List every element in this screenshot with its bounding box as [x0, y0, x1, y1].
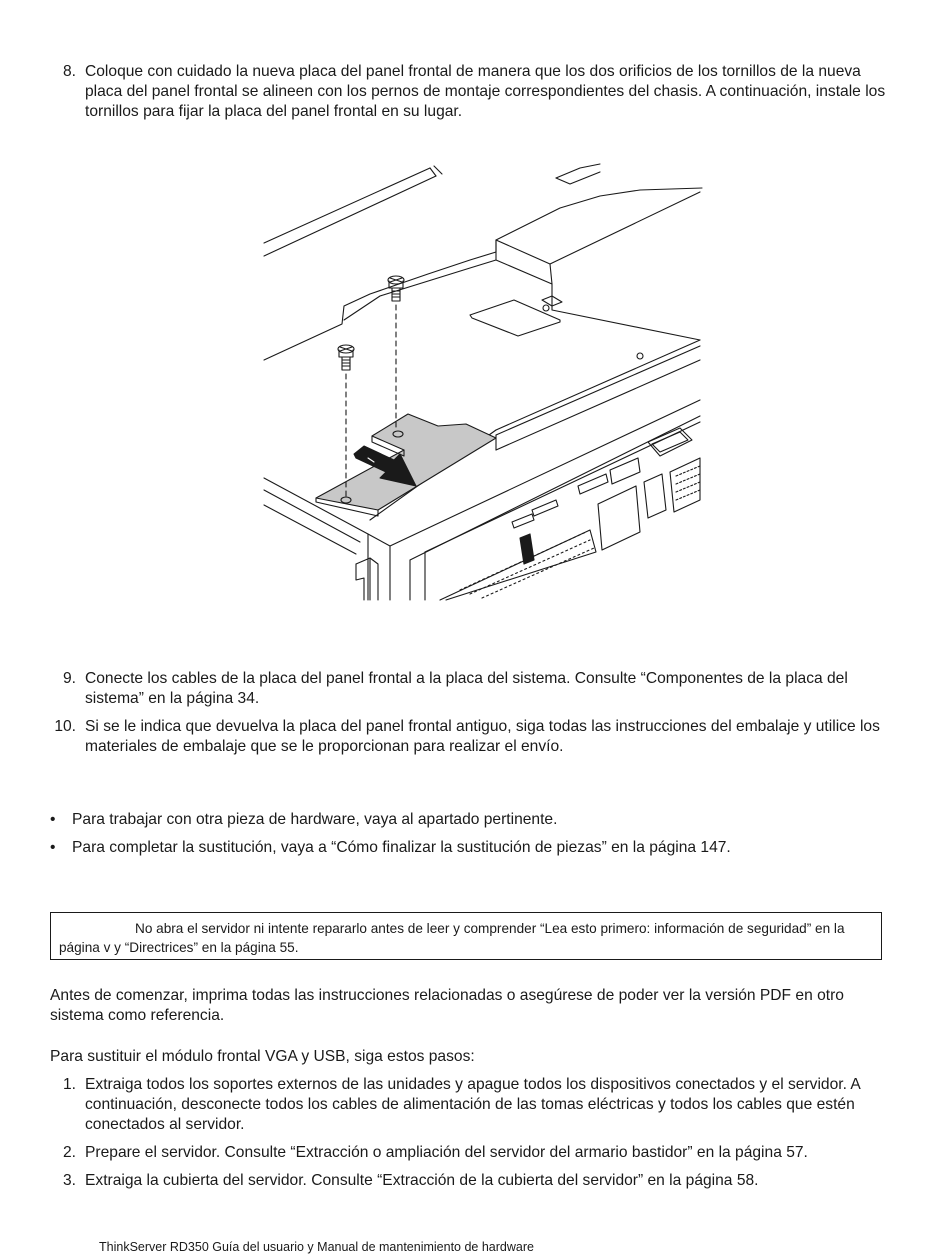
- list-item: [50, 810, 890, 830]
- step-number: 9.: [62, 670, 76, 687]
- step-item: [50, 1075, 890, 1135]
- step-item: [50, 717, 890, 757]
- cable-illustration: [264, 166, 442, 256]
- step-text: Extraiga todos los soportes externos de las unidades y apague todos los dispositivos conectados y el servidor. A continuación, desconecte todos los cables de alimentación de las tomas eléctricas y todos los cables que estén conectados al servidor.: [85, 1076, 860, 1133]
- step-number: 8.: [62, 63, 76, 80]
- step-text: Prepare el servidor. Consulte “Extracción o ampliación del servidor del armario bastidor” en la página 57.: [85, 1144, 808, 1161]
- screw-icon: [338, 345, 354, 496]
- step-text: Conecte los cables de la placa del panel frontal a la placa del sistema. Consulte “Componentes de la placa del sistema” en la página 34.: [85, 670, 848, 707]
- screw-icon: [388, 276, 404, 430]
- step-number: 1.: [62, 1076, 76, 1093]
- step-text: Si se le indica que devuelva la placa del panel frontal antiguo, siga todas las instrucciones del embalaje y utilice los materiales de embalaje que se le proporcionan para realizar el envío.: [85, 718, 880, 755]
- list-item: [50, 838, 890, 858]
- step-number: 10.: [54, 718, 76, 735]
- step-item: [50, 1171, 890, 1191]
- step-number: 2.: [62, 1144, 76, 1161]
- step-item: [50, 1143, 890, 1163]
- bullet-icon: •: [50, 811, 56, 828]
- step-number: 3.: [62, 1172, 76, 1189]
- bullet-list: [50, 810, 890, 858]
- procedure-lead-paragraph: Para sustituir el módulo frontal VGA y USB, siga estos pasos:: [50, 1048, 475, 1065]
- step-item: [50, 669, 890, 709]
- step-item: [50, 62, 890, 122]
- chassis-illustration: [264, 164, 702, 600]
- notice-text: No abra el servidor ni intente repararlo antes de leer y comprender “Lea esto primero: información de seguridad” en la página v y “Directrices” en la página 55.: [59, 921, 845, 955]
- bullet-text: Para completar la sustitución, vaya a “Cómo finalizar la sustitución de piezas” en la página 147.: [72, 839, 731, 856]
- step-list-mid: [50, 669, 890, 757]
- step-text: Extraiga la cubierta del servidor. Consulte “Extracción de la cubierta del servidor” en la página 58.: [85, 1172, 759, 1189]
- front-ports-illustration: [440, 428, 700, 600]
- step-list-top: [50, 62, 890, 122]
- step-text: Coloque con cuidado la nueva placa del panel frontal de manera que los dos orificios de los tornillos de la nueva placa del panel frontal se alineen con los pernos de montaje correspondientes del chasis. A continuación, instale los tornillos para fijar la placa del panel frontal en su lugar.: [85, 63, 886, 120]
- bullet-text: Para trabajar con otra pieza de hardware, vaya al apartado pertinente.: [72, 811, 558, 828]
- attention-notice: [50, 912, 882, 960]
- intro-paragraph: Antes de comenzar, imprima todas las instrucciones relacionadas o asegúrese de poder ver la versión PDF en otro sistema como referencia.: [50, 987, 844, 1024]
- page-footer: ThinkServer RD350 Guía del usuario y Manual de mantenimiento de hardware: [99, 1240, 534, 1254]
- bullet-icon: •: [50, 839, 56, 856]
- front-panel-board-installation-illustration: [260, 160, 710, 605]
- step-list-bottom: [50, 1075, 890, 1191]
